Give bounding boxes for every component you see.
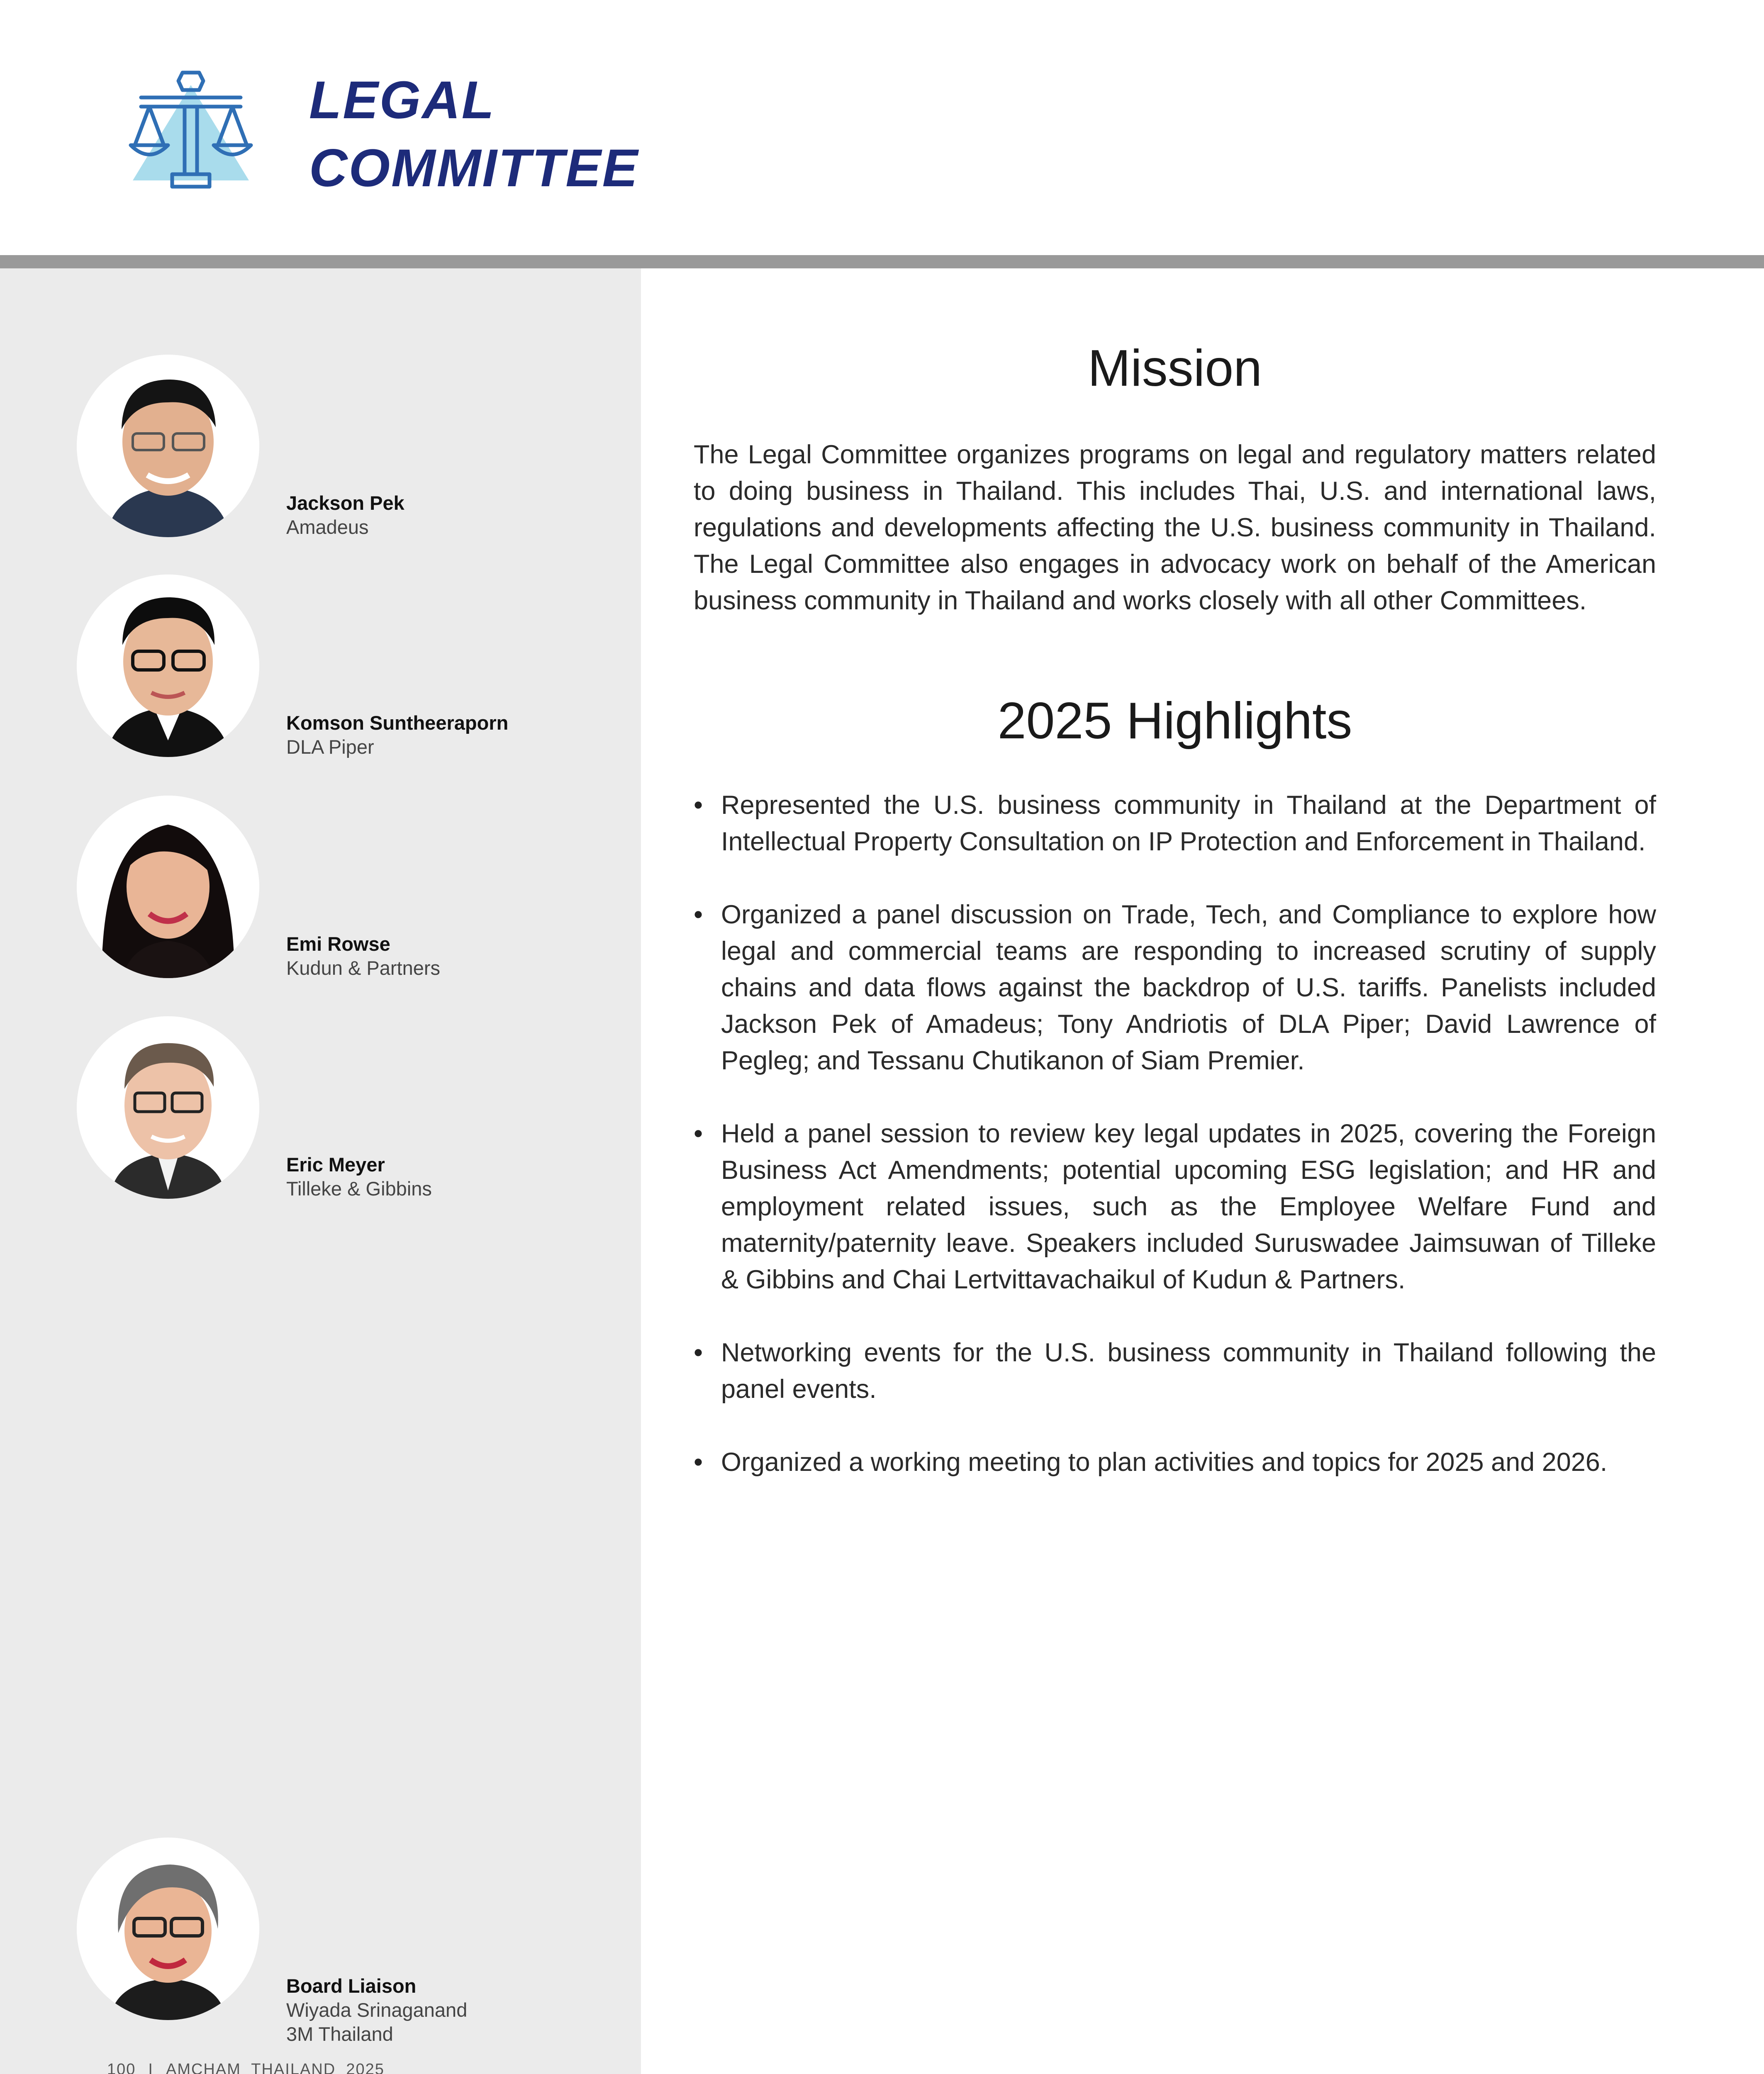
liaison-name: Wiyada Srinaganand (286, 1999, 468, 2021)
page-header (0, 0, 1764, 255)
member-org: Tilleke & Gibbins (286, 1178, 432, 1200)
avatar (77, 1016, 259, 1199)
member-name: Komson Suntheeraporn (286, 712, 509, 734)
liaison-role: Board Liaison (286, 1975, 417, 1997)
avatar (77, 355, 259, 537)
board-liaison-card (77, 1838, 616, 2053)
member-card (77, 796, 616, 982)
avatar (77, 1838, 259, 2020)
list-item: • Organized a working meeting to plan activities and topics for 2025 and 2026. (694, 1444, 1656, 1480)
member-card (77, 1016, 616, 1203)
avatar (77, 574, 259, 757)
member-card (77, 355, 616, 541)
member-card (77, 574, 616, 761)
list-item: • Networking events for the U.S. business community in Thailand following the panel events. (694, 1334, 1656, 1407)
committee-title (309, 66, 639, 202)
title-line-2: COMMITTEE (309, 139, 639, 198)
publication-name: AMCHAM THAILAND 2025 (166, 2061, 385, 2074)
member-org: DLA Piper (286, 736, 374, 758)
list-item: • Held a panel session to review key legal updates in 2025, covering the Foreign Business Act Amendments; potential upcoming ESG legislation; and HR and employment related issues, such as the Employee Welfare Fund and maternity/paternity leave. Speakers included Suruswadee Jaimsuwan of Tilleke & Gibbins and Chai Lertvittavachaikul of Kudun & Partners. (694, 1115, 1656, 1298)
member-name: Eric Meyer (286, 1154, 385, 1176)
mission-text: The Legal Committee organizes programs on legal and regulatory matters related to doing business in Thailand. This includes Thai, U.S. and international laws, regulations and developments affecting the U.S. business community in Thailand. The Legal Committee also engages in advocacy work on behalf of the American business community in Thailand and works closely with all other Committees. (694, 440, 1656, 615)
page-number: 100 (107, 2061, 136, 2074)
list-item: • Represented the U.S. business community in Thailand at the Department of Intellectual Property Consultation on IP Protection and Enforcement in Thailand. (694, 787, 1656, 860)
title-line-1: LEGAL (309, 71, 495, 130)
member-org: Amadeus (286, 516, 369, 538)
avatar (77, 796, 259, 978)
member-name: Emi Rowse (286, 933, 390, 955)
member-org: Kudun & Partners (286, 957, 440, 979)
highlights-heading: 2025 Highlights (997, 692, 1352, 750)
page-footer (107, 2061, 385, 2074)
highlights-list (694, 787, 1656, 1517)
member-name: Jackson Pek (286, 492, 404, 514)
liaison-org: 3M Thailand (286, 2023, 393, 2045)
scales-of-justice-icon (124, 68, 257, 197)
mission-heading: Mission (1087, 340, 1262, 397)
footer-separator: I (148, 2061, 153, 2074)
header-divider (0, 255, 1764, 268)
list-item: • Organized a panel discussion on Trade, Tech, and Compliance to explore how legal and commercial teams are responding to increased scrutiny of supply chains and data flows against the backdrop of U.S. tariffs. Panelists included Jackson Pek of Amadeus; Tony Andriotis of DLA Piper; David Lawrence of Pegleg; and Tessanu Chutikanon of Siam Premier. (694, 896, 1656, 1079)
